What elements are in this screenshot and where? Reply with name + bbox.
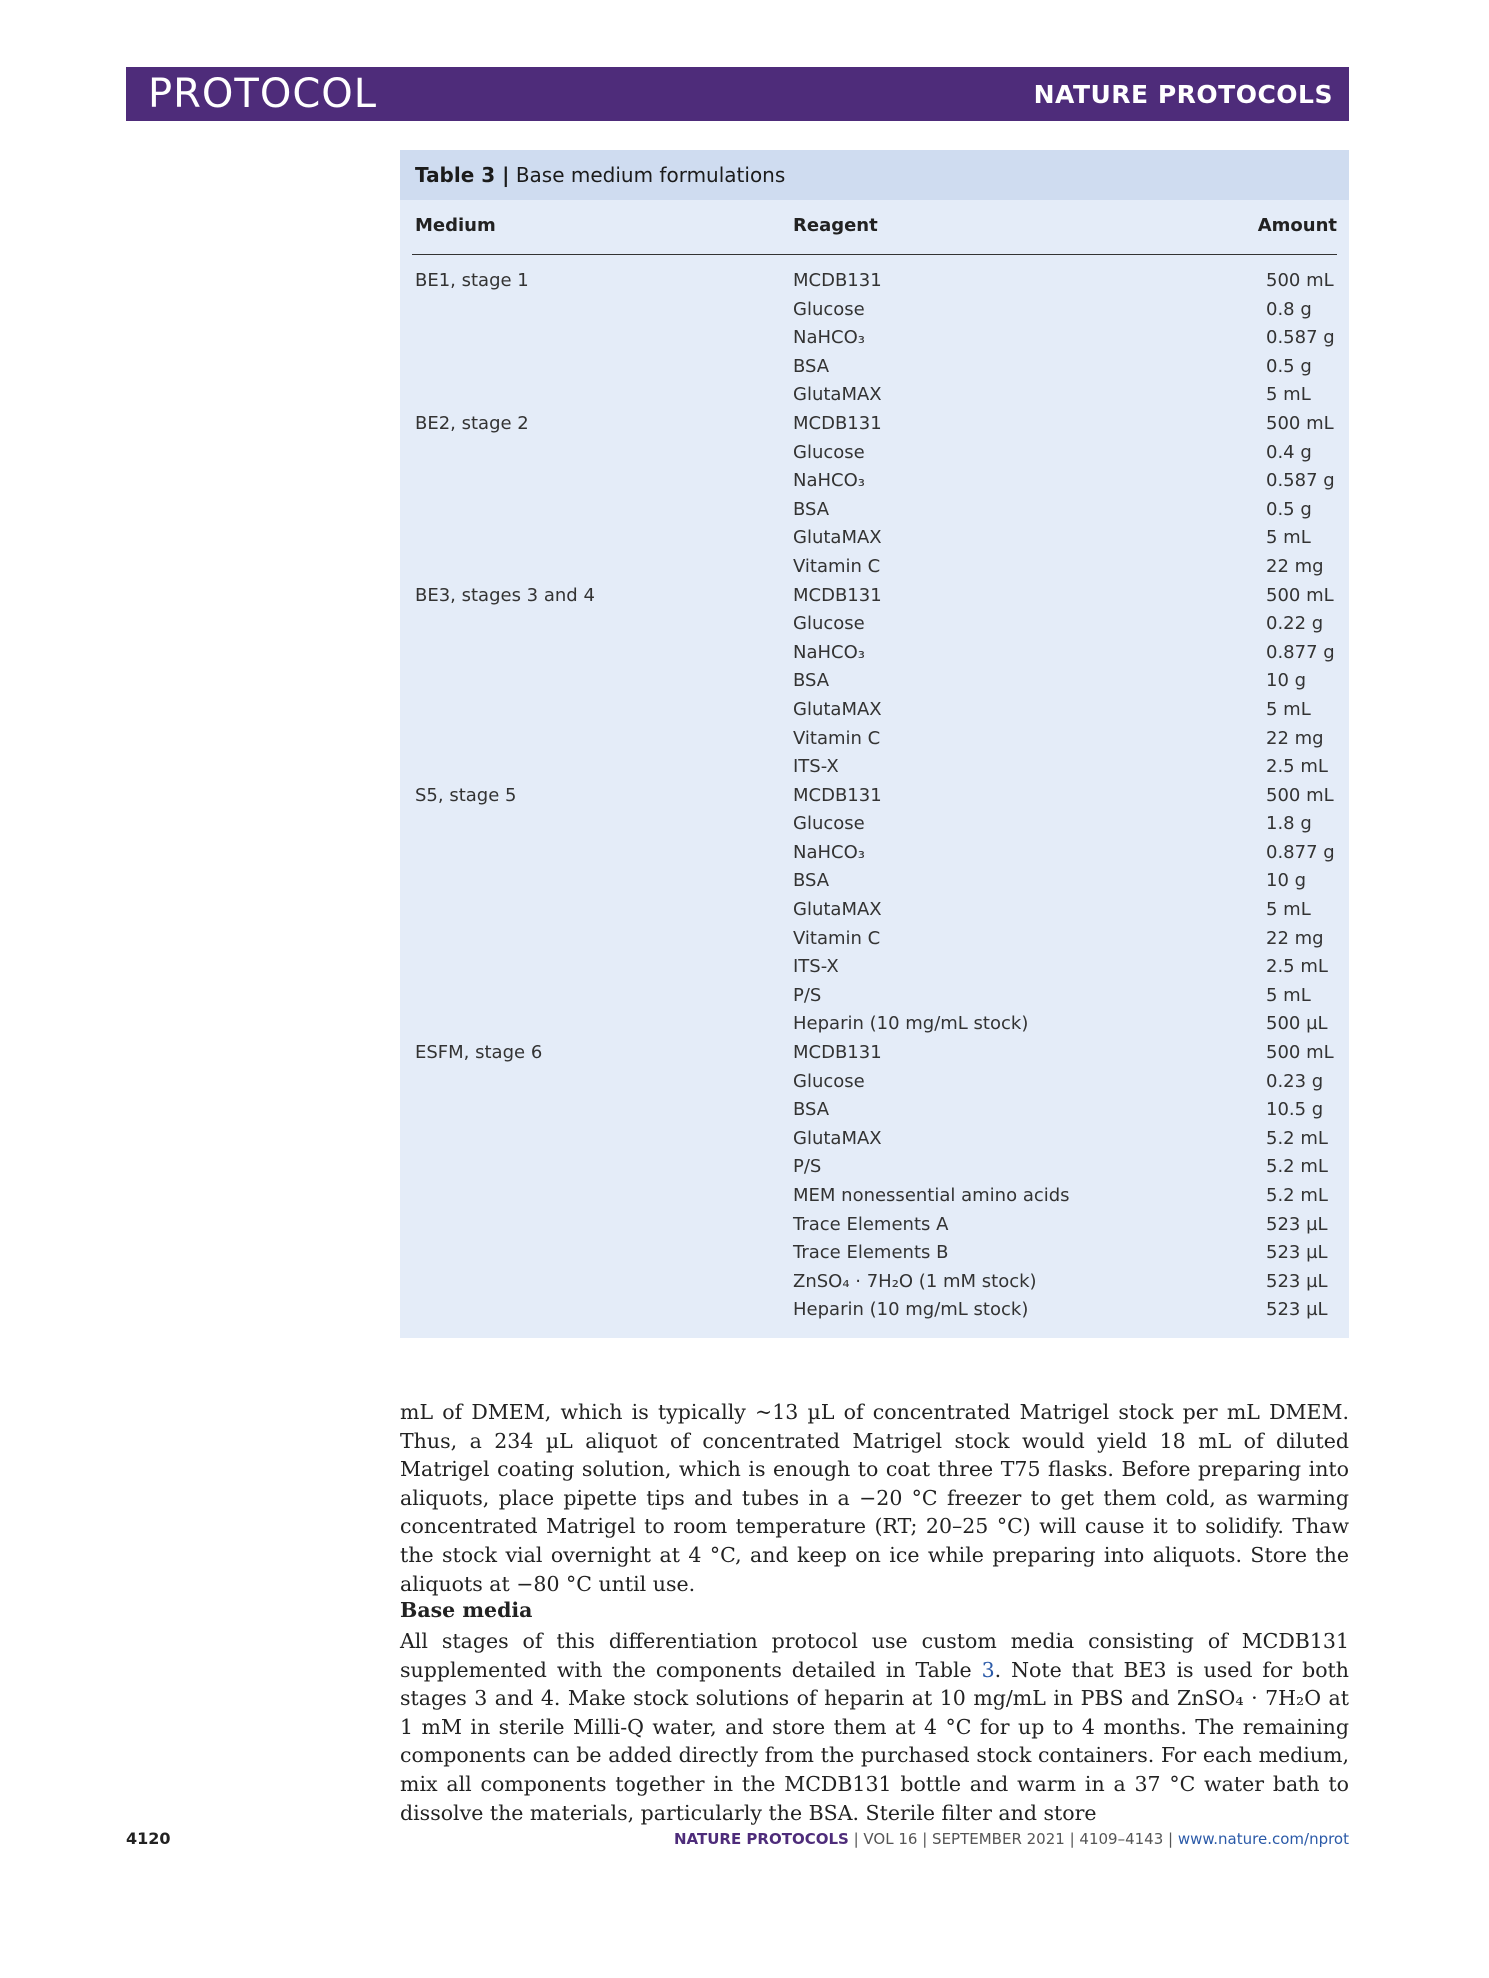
table-row	[400, 1212, 1349, 1241]
cell-reagent: NaHCO₃	[793, 470, 865, 492]
column-header-reagent: Reagent	[793, 215, 878, 236]
table-row	[400, 268, 1349, 297]
table-row	[400, 697, 1349, 726]
column-header-amount: Amount	[1257, 215, 1337, 236]
paragraph-base-media: All stages of this differentiation protocol use custom media consisting of MCDB131 supplemented with the components detailed in Table 3. Note that BE3 is used for both stages 3 and 4. Make stock solutions of heparin at 10 mg/mL in PBS and ZnSO₄ · 7H₂O at 1 mM in sterile Milli-Q water, and store them at 4 °C for up to 4 months. The remaining components can be added directly from the purchased stock containers. For each medium, mix all components together in the MCDB131 bottle and warm in a 37 °C water bath to dissolve the materials, particularly the BSA. Sterile filter and store	[400, 1629, 1349, 1825]
cell-amount: 500 mL	[1266, 584, 1334, 606]
cell-amount: 523 µL	[1266, 1213, 1328, 1235]
table-row	[400, 1126, 1349, 1155]
paragraph-matrigel: mL of DMEM, which is typically ~13 µL of concentrated Matrigel stock per mL DMEM. Thus, a 234 µL aliquot of concentrated Matrigel stock would yield 18 mL of diluted Matrigel coating solution, which is enough to coat three T75 flasks. Before preparing into aliquots, place pipette tips and tubes in a −20 °C freezer to get them cold, as warming concentrated Matrigel to room temperature (RT; 20–25 °C) will cause it to solidify. Thaw the stock vial overnight at 4 °C, and keep on ice while preparing into aliquots. Store the aliquots at −80 °C until use.	[400, 1400, 1349, 1596]
cell-amount: 500 mL	[1266, 784, 1334, 806]
cell-reagent: ITS-X	[793, 756, 839, 778]
table-row	[400, 611, 1349, 640]
table-row	[400, 811, 1349, 840]
cell-reagent: Vitamin C	[793, 727, 881, 749]
cell-medium: BE2, stage 2	[415, 412, 529, 434]
cell-amount: 5 mL	[1266, 899, 1311, 921]
table-row	[400, 1297, 1349, 1326]
cell-reagent: Trace Elements B	[793, 1242, 949, 1264]
table-row	[400, 497, 1349, 526]
cell-reagent: Vitamin C	[793, 555, 881, 577]
cell-reagent: MCDB131	[793, 784, 882, 806]
cell-amount: 1.8 g	[1266, 813, 1312, 835]
table-row	[400, 726, 1349, 755]
table-row	[400, 525, 1349, 554]
cell-reagent: GlutaMAX	[793, 527, 882, 549]
cell-amount: 0.877 g	[1266, 841, 1335, 863]
footer-citation: NATURE PROTOCOLS | VOL 16 | SEPTEMBER 2021 | 4109–4143 | www.nature.com/nprot	[673, 1830, 1349, 1848]
cell-reagent: MCDB131	[793, 1042, 882, 1064]
cell-amount: 5.2 mL	[1266, 1127, 1328, 1149]
cell-amount: 500 mL	[1266, 1042, 1334, 1064]
cell-reagent: Glucose	[793, 298, 865, 320]
table-title: Base medium formulations	[515, 163, 786, 187]
cell-amount: 22 mg	[1266, 927, 1324, 949]
cell-amount: 2.5 mL	[1266, 956, 1328, 978]
cell-amount: 523 µL	[1266, 1242, 1328, 1264]
table-row	[400, 1011, 1349, 1040]
cell-amount: 0.5 g	[1266, 355, 1312, 377]
table-row	[400, 297, 1349, 326]
table-row	[400, 783, 1349, 812]
cell-reagent: MCDB131	[793, 270, 882, 291]
cell-reagent: BSA	[793, 870, 830, 892]
section-heading-base-media: Base media	[400, 1598, 533, 1622]
cell-amount: 10 g	[1266, 870, 1307, 892]
header-rule	[412, 254, 1337, 255]
table-row	[400, 1040, 1349, 1069]
cell-medium: S5, stage 5	[415, 784, 517, 806]
cell-reagent: Vitamin C	[793, 927, 881, 949]
cell-reagent: MEM nonessential amino acids	[793, 1185, 1070, 1206]
footer-url-link[interactable]: www.nature.com/nprot	[1177, 1830, 1349, 1848]
table-3	[400, 150, 1349, 1338]
table-row	[400, 897, 1349, 926]
cell-amount: 5 mL	[1266, 527, 1311, 549]
cell-reagent: Glucose	[793, 1070, 865, 1092]
cell-amount: 5 mL	[1266, 698, 1311, 720]
table-row	[400, 583, 1349, 612]
table-row	[400, 1154, 1349, 1183]
journal-name: NATURE PROTOCOLS	[1033, 80, 1333, 109]
table-body	[400, 268, 1349, 1326]
cell-amount: 0.587 g	[1266, 327, 1335, 349]
cell-reagent: Trace Elements A	[793, 1213, 949, 1235]
cell-amount: 22 mg	[1266, 727, 1324, 749]
cell-reagent: GlutaMAX	[793, 899, 882, 921]
cell-reagent: MCDB131	[793, 412, 882, 434]
table-row	[400, 325, 1349, 354]
cell-amount: 0.5 g	[1266, 498, 1312, 520]
footer-date: SEPTEMBER 2021	[932, 1830, 1065, 1848]
cell-amount: 0.587 g	[1266, 470, 1335, 492]
cell-amount: 523 µL	[1266, 1299, 1328, 1321]
cell-amount: 2.5 mL	[1266, 756, 1328, 778]
cell-amount: 5 mL	[1266, 384, 1311, 406]
cell-amount: 523 µL	[1266, 1270, 1328, 1292]
cell-amount: 5.2 mL	[1266, 1156, 1328, 1178]
cell-amount: 0.23 g	[1266, 1070, 1324, 1092]
cell-reagent: Glucose	[793, 613, 865, 635]
cell-amount: 500 µL	[1266, 1013, 1328, 1035]
column-header-medium: Medium	[415, 215, 496, 236]
cell-amount: 0.4 g	[1266, 441, 1312, 463]
cell-medium: ESFM, stage 6	[415, 1042, 543, 1064]
cell-medium: BE3, stages 3 and 4	[415, 584, 595, 606]
cell-reagent: NaHCO₃	[793, 841, 865, 863]
table-row	[400, 926, 1349, 955]
cell-reagent: BSA	[793, 498, 830, 520]
table-row	[400, 354, 1349, 383]
cell-amount: 5.2 mL	[1266, 1185, 1328, 1206]
table-row	[400, 868, 1349, 897]
cell-amount: 10 g	[1266, 670, 1307, 692]
table-row	[400, 954, 1349, 983]
cell-reagent: NaHCO₃	[793, 327, 865, 349]
cell-amount: 5 mL	[1266, 984, 1311, 1006]
cell-reagent: BSA	[793, 355, 830, 377]
table-row	[400, 983, 1349, 1012]
table-row	[400, 1269, 1349, 1298]
cell-reagent: BSA	[793, 1099, 830, 1121]
cell-amount: 22 mg	[1266, 555, 1324, 577]
table-row	[400, 1069, 1349, 1098]
cell-reagent: ITS-X	[793, 956, 839, 978]
cell-reagent: Glucose	[793, 813, 865, 835]
table-row	[400, 411, 1349, 440]
cell-reagent: GlutaMAX	[793, 384, 882, 406]
table-row	[400, 640, 1349, 669]
cell-amount: 500 mL	[1266, 412, 1334, 434]
cell-amount: 500 mL	[1266, 270, 1334, 291]
page-number: 4120	[126, 1829, 171, 1848]
cell-amount: 0.877 g	[1266, 641, 1335, 663]
cell-reagent: P/S	[793, 984, 822, 1006]
cell-reagent: NaHCO₃	[793, 641, 865, 663]
table-label: Table 3 |	[415, 163, 510, 187]
table-title-bar	[400, 150, 1349, 200]
table-3-link[interactable]: 3	[981, 1657, 995, 1682]
table-row	[400, 668, 1349, 697]
cell-reagent: ZnSO₄ · 7H₂O (1 mM stock)	[793, 1270, 1037, 1292]
cell-amount: 10.5 g	[1266, 1099, 1324, 1121]
cell-reagent: Heparin (10 mg/mL stock)	[793, 1013, 1029, 1035]
footer-volume: VOL 16	[863, 1830, 918, 1848]
table-row	[400, 840, 1349, 869]
cell-amount: 0.22 g	[1266, 613, 1324, 635]
journal-header	[126, 67, 1349, 121]
cell-medium: BE1, stage 1	[415, 270, 529, 291]
cell-reagent: Heparin (10 mg/mL stock)	[793, 1299, 1029, 1321]
footer-journal: NATURE PROTOCOLS	[673, 1830, 849, 1848]
table-row	[400, 554, 1349, 583]
table-row	[400, 440, 1349, 469]
table-row	[400, 468, 1349, 497]
cell-reagent: GlutaMAX	[793, 698, 882, 720]
cell-reagent: P/S	[793, 1156, 822, 1178]
footer-pages: 4109–4143	[1079, 1830, 1164, 1848]
cell-reagent: Glucose	[793, 441, 865, 463]
table-row	[400, 1183, 1349, 1212]
cell-amount: 0.8 g	[1266, 298, 1312, 320]
section-label: PROTOCOL	[148, 71, 378, 117]
table-row	[400, 382, 1349, 411]
table-row	[400, 1097, 1349, 1126]
cell-reagent: MCDB131	[793, 584, 882, 606]
cell-reagent: GlutaMAX	[793, 1127, 882, 1149]
table-row	[400, 1240, 1349, 1269]
cell-reagent: BSA	[793, 670, 830, 692]
table-row	[400, 754, 1349, 783]
